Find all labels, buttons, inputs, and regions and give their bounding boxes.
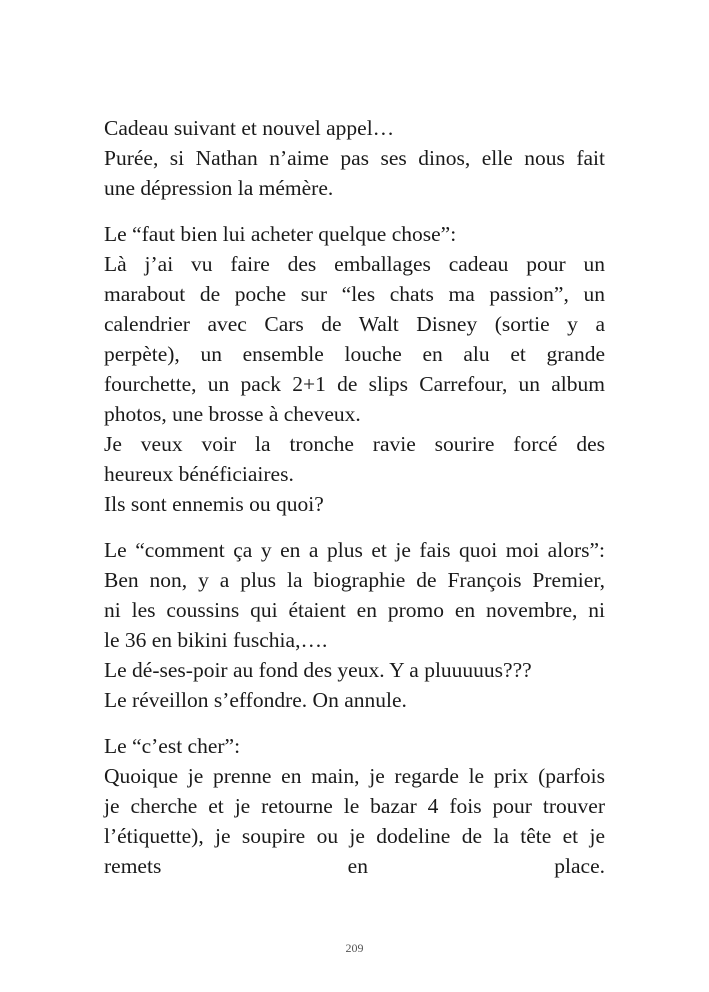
- paragraph: [104, 535, 605, 715]
- text-line: Purée, si Nathan n’aime pas ses dinos, elle nous fait: [104, 146, 605, 170]
- text-line: Quoique je prenne en main, je regarde le prix (parfois: [104, 764, 605, 788]
- page-number: 209: [345, 941, 364, 955]
- text-line: calendrier avec Cars de Walt Disney (sortie y a: [104, 312, 605, 336]
- text-line: Le “c’est cher”:: [104, 734, 241, 758]
- paragraph: [104, 731, 605, 881]
- text-line: Le réveillon s’effondre. On annule.: [104, 688, 407, 712]
- paragraph: [104, 113, 605, 203]
- text-line: Le “faut bien lui acheter quelque chose”:: [104, 222, 457, 246]
- text-line: Ils sont ennemis ou quoi?: [104, 492, 324, 516]
- text-line: le 36 en bikini fuschia,….: [104, 628, 328, 652]
- text-line: ni les coussins qui étaient en promo en novembre, ni: [104, 598, 605, 622]
- text-line: je cherche et je retourne le bazar 4 fois pour trouver: [104, 794, 605, 818]
- text-line: Ben non, y a plus la biographie de François Premier,: [104, 568, 605, 592]
- text-line: fourchette, un pack 2+1 de slips Carrefour, un album: [104, 372, 605, 396]
- text-line: l’étiquette), je soupire ou je dodeline de la tête et je: [104, 824, 605, 848]
- book-page-body: [104, 113, 605, 897]
- text-line: Le “comment ça y en a plus et je fais quoi moi alors”:: [104, 538, 605, 562]
- text-line: marabout de poche sur “les chats ma passion”, un: [104, 282, 605, 306]
- text-line: une dépression la mémère.: [104, 176, 334, 200]
- paragraph: [104, 219, 605, 519]
- text-line: Là j’ai vu faire des emballages cadeau pour un: [104, 252, 605, 276]
- text-line: Je veux voir la tronche ravie sourire forcé des: [104, 432, 605, 456]
- text-line: heureux bénéficiaires.: [104, 462, 294, 486]
- text-line: perpète), un ensemble louche en alu et grande: [104, 342, 605, 366]
- text-line: Cadeau suivant et nouvel appel…: [104, 116, 395, 140]
- text-line: remets en place.: [104, 854, 605, 878]
- text-line: Le dé-ses-poir au fond des yeux. Y a pluuuuus???: [104, 658, 532, 682]
- text-line: photos, une brosse à cheveux.: [104, 402, 361, 426]
